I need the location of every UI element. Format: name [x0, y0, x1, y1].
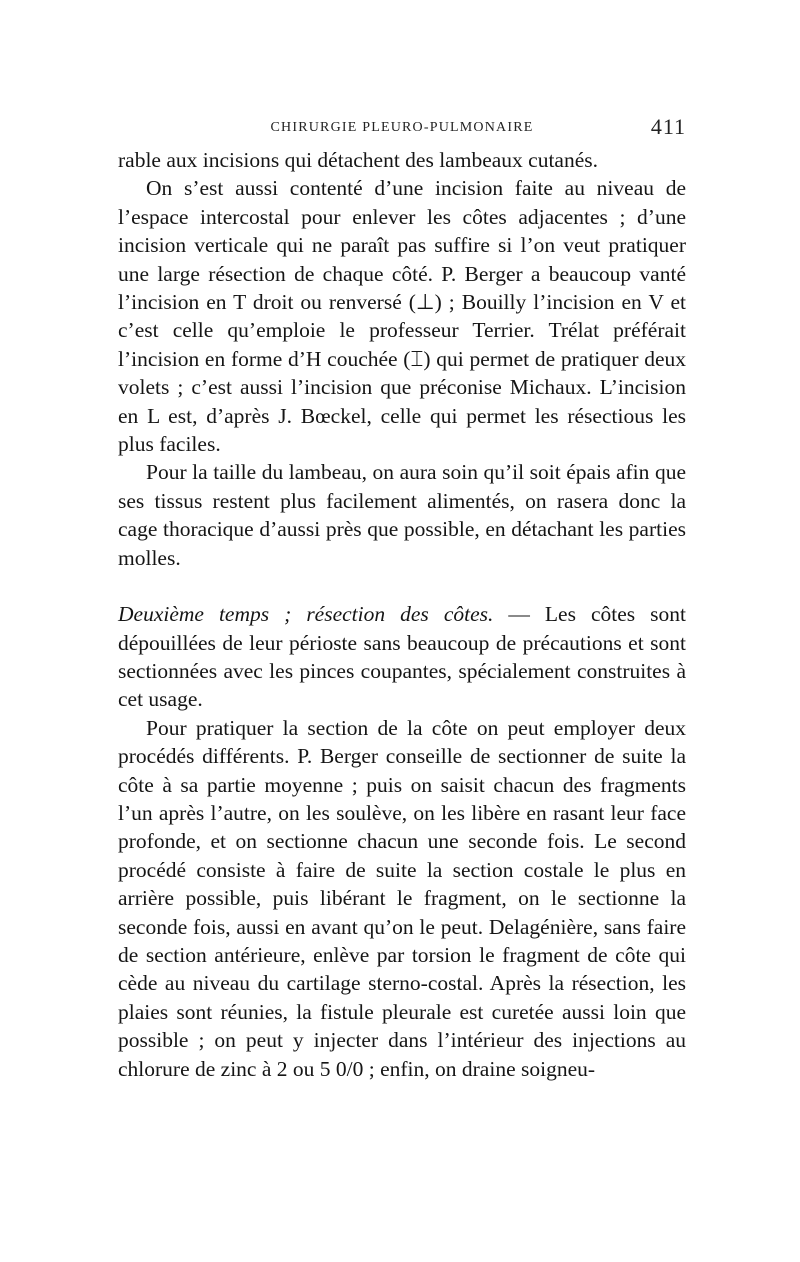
running-title: CHIRURGIE PLEURO-PULMONAIRE — [270, 120, 534, 135]
paragraph-incisions: On s’est aussi contenté d’une incision faite au niveau de l’espace intercostal pour enlever les côtes adjacentes ; d’une incision verticale qui ne paraît pas suffire si l’on veut pratiquer une large résection de chaque côté. P. Berger a beaucoup vanté l’incision en T droit ou renversé (⊥) ; Bouilly l’incision en V et c’est celle qu’emploie le professeur Terrier. Trélat préférait l’incision en forme d’H couchée (⌶) qui permet de pratiquer deux volets ; c’est aussi l’incision que préconise Michaux. L’incision en L est, d’après J. Bœckel, celle qui permet les résectious les plus faciles. — [118, 176, 686, 457]
paragraph-section-cote: Pour pratiquer la section de la côte on peut employer deux procédés différents. P. Berger conseille de sectionner de suite la côte à sa partie moyenne ; puis on saisit chacun des fragments l’un après l’autre, on les soulève, on les libère en rasant leur face profonde, et on sectionne chacun une seconde fois. Le second procédé consiste à faire de suite la section costale le plus en arrière possible, puis libérant le fragment, on le sectionne la seconde fois, aussi en avant qu’on le peut. Delagénière, sans faire de section antérieure, enlève par torsion le fragment de côte qui cède au niveau du cartilage sterno-costal. Après la résection, les plaies sont réunies, la fistule pleurale est curetée aussi loin que possible ; on peut y injecter dans l’intérieur des injections au chlorure de zinc à 2 ou 5 0/0 ; enfin, on draine soigneu- — [118, 715, 686, 1081]
section-heading-text: — Les côtes sont dépouillées de leur périoste sans beaucoup de précautions et sont sectionnées avec les pinces coupantes, spécialement construites à cet usage. — [118, 602, 686, 712]
paragraph-lambeau: Pour la taille du lambeau, on aura soin qu’il soit épais afin que ses tissus restent plus facilement alimentés, on rasera donc la cage thoracique d’aussi près que possible, en détachant les parties molles. — [118, 460, 686, 570]
paragraph-deuxieme-temps — [118, 600, 686, 714]
section-heading-italic: Deuxième temps ; résection des côtes. — [118, 602, 494, 627]
page-number: 411 — [650, 114, 686, 139]
running-head — [118, 114, 686, 140]
paragraph-continuation: rable aux incisions qui détachent des lambeaux cutanés. — [118, 148, 599, 172]
body-text — [118, 146, 686, 1083]
